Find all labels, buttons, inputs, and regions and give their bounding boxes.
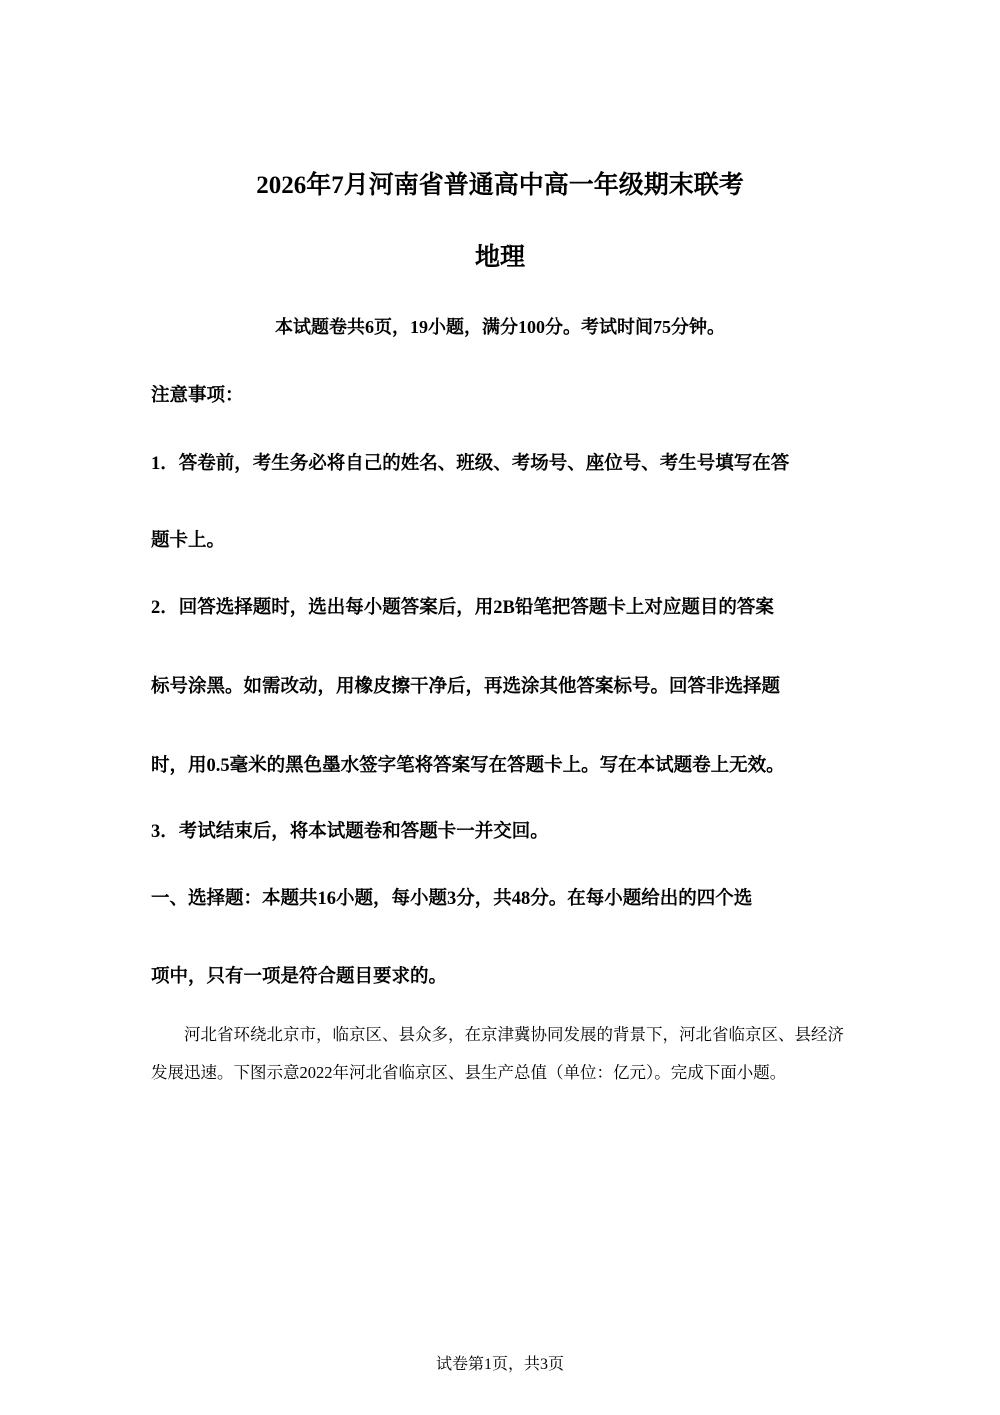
notice-heading: 注意事项： bbox=[151, 386, 244, 406]
exam-title: 2026年7月河南省普通高中高一年级期末联考 bbox=[256, 172, 744, 199]
notice-line: 3．考试结束后，将本试题卷和答题卡一并交回。 bbox=[151, 822, 549, 842]
question-passage: 河北省环绕北京市，临京区、县众多，在京津冀协同发展的背景下，河北省临京区、县经济发展迅速。下图示意2022年河北省临京区、县生产总值（单位：亿元）。完成下面小题。 bbox=[151, 1025, 844, 1082]
notice-line: 题卡上。 bbox=[151, 531, 226, 551]
exam-info: 本试题卷共6页，19小题，满分100分。考试时间75分钟。 bbox=[275, 317, 725, 337]
section-heading-line: 一、选择题：本题共16小题，每小题3分，共48分。在每小题给出的四个选 bbox=[151, 889, 753, 909]
notice-line: 标号涂黑。如需改动，用橡皮擦干净后，再选涂其他答案标号。回答非选择题 bbox=[151, 677, 781, 697]
page-footer: 试卷第1页，共3页 bbox=[435, 1356, 564, 1373]
section-heading-line: 项中，只有一项是符合题目要求的。 bbox=[151, 967, 448, 987]
notice-line: 1．答卷前，考生务必将自己的姓名、班级、考场号、座位号、考生号填写在答 bbox=[151, 454, 790, 474]
subject-title: 地理 bbox=[474, 244, 525, 271]
notice-line: 2．回答选择题时，选出每小题答案后，用2B铅笔把答题卡上对应题目的答案 bbox=[151, 598, 774, 618]
notice-line: 时，用0.5毫米的黑色墨水签字笔将答案写在答题卡上。写在本试题卷上无效。 bbox=[151, 756, 785, 776]
